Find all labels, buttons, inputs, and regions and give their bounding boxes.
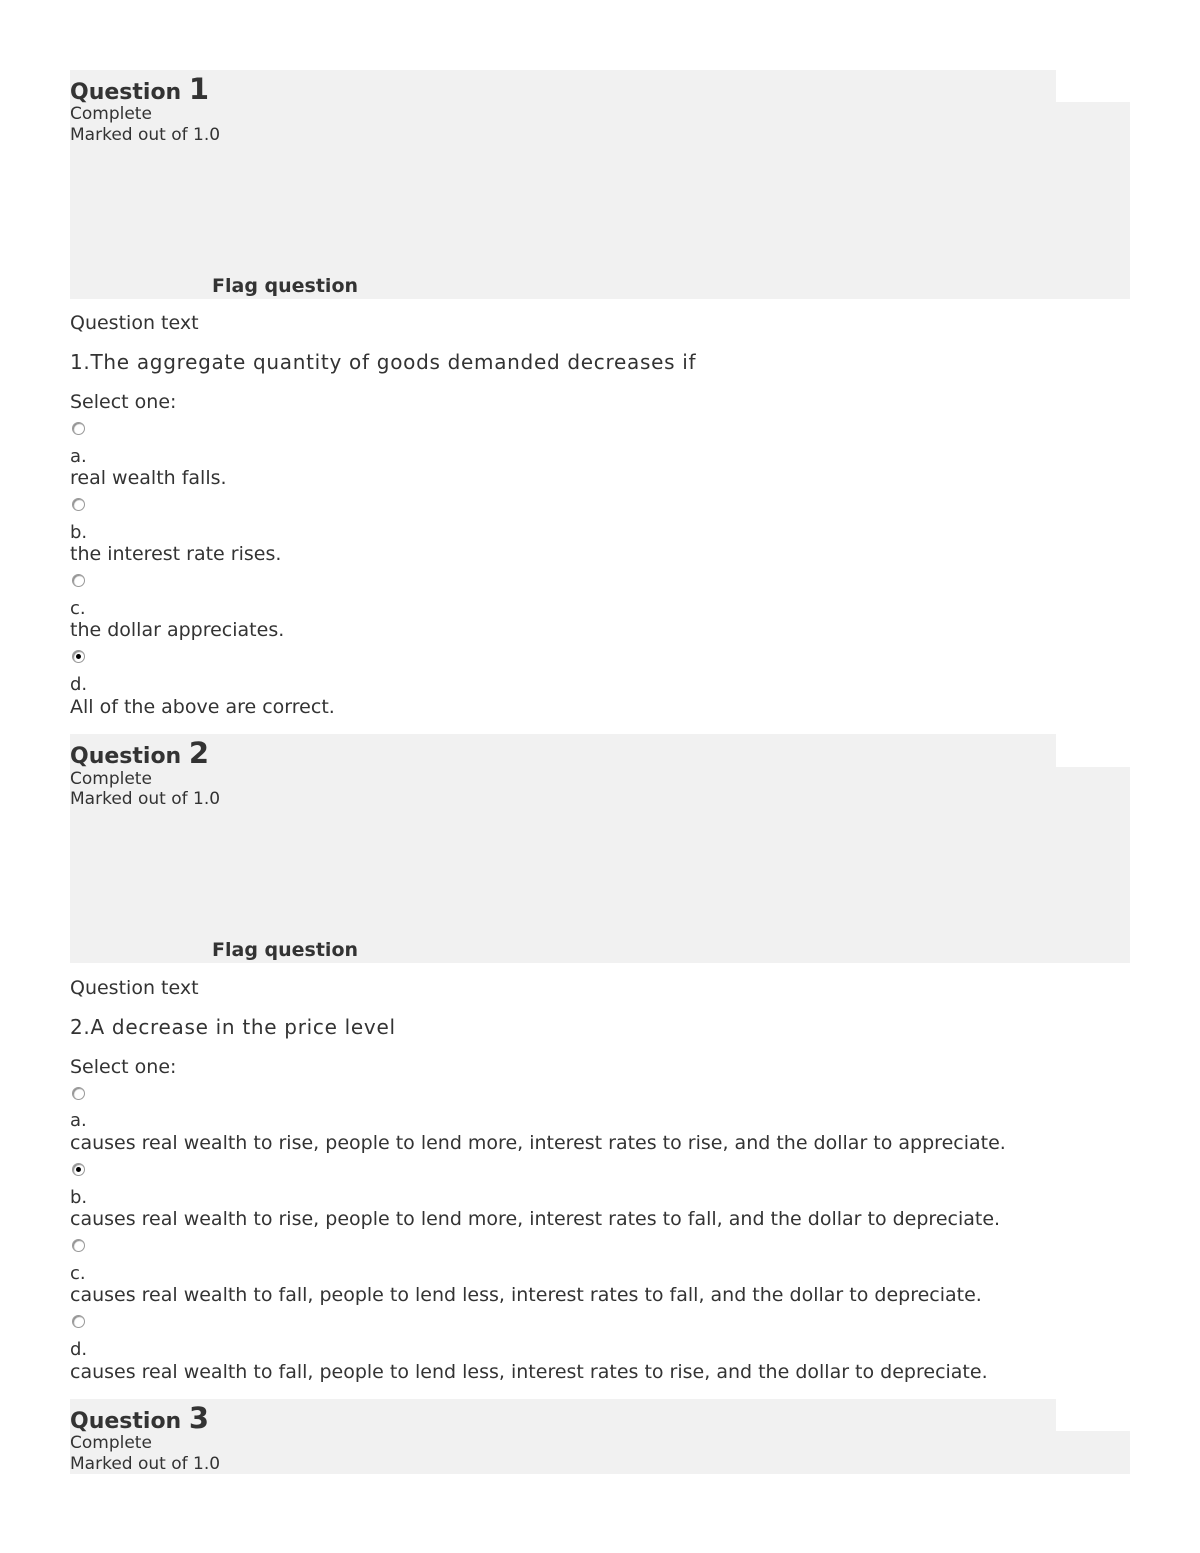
question-3-title [70,1401,209,1435]
question-1-option-d-text[interactable]: All of the above are correct. [70,696,335,718]
question-1-option-c-text[interactable]: the dollar appreciates. [70,619,285,641]
question-1-radio-c[interactable] [72,574,85,587]
question-2-radio-a[interactable] [72,1087,85,1100]
question-1-option-a-text[interactable]: real wealth falls. [70,467,227,489]
question-2-option-c-letter: c. [70,1263,86,1284]
question-1-radio-b[interactable] [72,498,85,511]
question-1-option-b-text[interactable]: the interest rate rises. [70,543,282,565]
question-2-state: Complete [70,769,152,789]
question-2-grade: Marked out of 1.0 [70,789,221,809]
question-3-header-band [70,1399,1056,1432]
question-2-header-band [70,734,1056,768]
question-1-radio-a[interactable] [72,422,85,435]
question-number: 1 [188,72,210,106]
question-2-select-label: Select one: [70,1056,177,1078]
question-1-state: Complete [70,104,152,124]
question-2-option-b-text[interactable]: causes real wealth to rise, people to lend more, interest rates to fall, and the dollar to depreciate. [70,1208,1001,1230]
question-2-option-b-letter: b. [70,1187,88,1208]
question-2-text-label: Question text [70,977,199,999]
question-1-flag-button[interactable]: Flag question [212,275,359,297]
question-2-option-c-text[interactable]: causes real wealth to fall, people to lend less, interest rates to fall, and the dollar to depreciate. [70,1284,982,1306]
question-2-option-a-letter: a. [70,1110,87,1131]
question-2-option-d-letter: d. [70,1339,88,1360]
question-2-title [70,736,209,770]
question-1-radio-d[interactable] [72,650,85,663]
question-1-option-a-letter: a. [70,446,87,467]
question-2-radio-d[interactable] [72,1315,85,1328]
question-2-option-d-text[interactable]: causes real wealth to fall, people to lend less, interest rates to rise, and the dollar to depreciate. [70,1361,988,1383]
question-1-text: 1.The aggregate quantity of goods demanded decreases if [70,350,697,374]
question-2-info-panel [70,767,1130,963]
question-1-info-panel [70,102,1130,299]
question-title-word: Question [70,744,182,769]
question-1-grade: Marked out of 1.0 [70,125,221,145]
question-3-info-panel [70,1431,1130,1474]
question-2-radio-b[interactable] [72,1163,85,1176]
question-2-option-a-text[interactable]: causes real wealth to rise, people to lend more, interest rates to rise, and the dollar to appreciate. [70,1132,1006,1154]
question-1-text-label: Question text [70,312,199,334]
question-2-radio-c[interactable] [72,1239,85,1252]
question-1-select-label: Select one: [70,391,177,413]
question-1-option-c-letter: c. [70,598,86,619]
question-1-option-b-letter: b. [70,522,88,543]
question-2-text: 2.A decrease in the price level [70,1015,396,1039]
question-number: 2 [188,736,210,770]
question-1-title [70,72,209,106]
question-number: 3 [188,1401,210,1435]
question-title-word: Question [70,80,182,105]
question-1-header-band [70,70,1056,103]
question-2-flag-button[interactable]: Flag question [212,939,359,961]
question-title-word: Question [70,1409,182,1434]
question-1-option-d-letter: d. [70,674,88,695]
question-3-grade: Marked out of 1.0 [70,1454,221,1474]
question-3-state: Complete [70,1433,152,1453]
